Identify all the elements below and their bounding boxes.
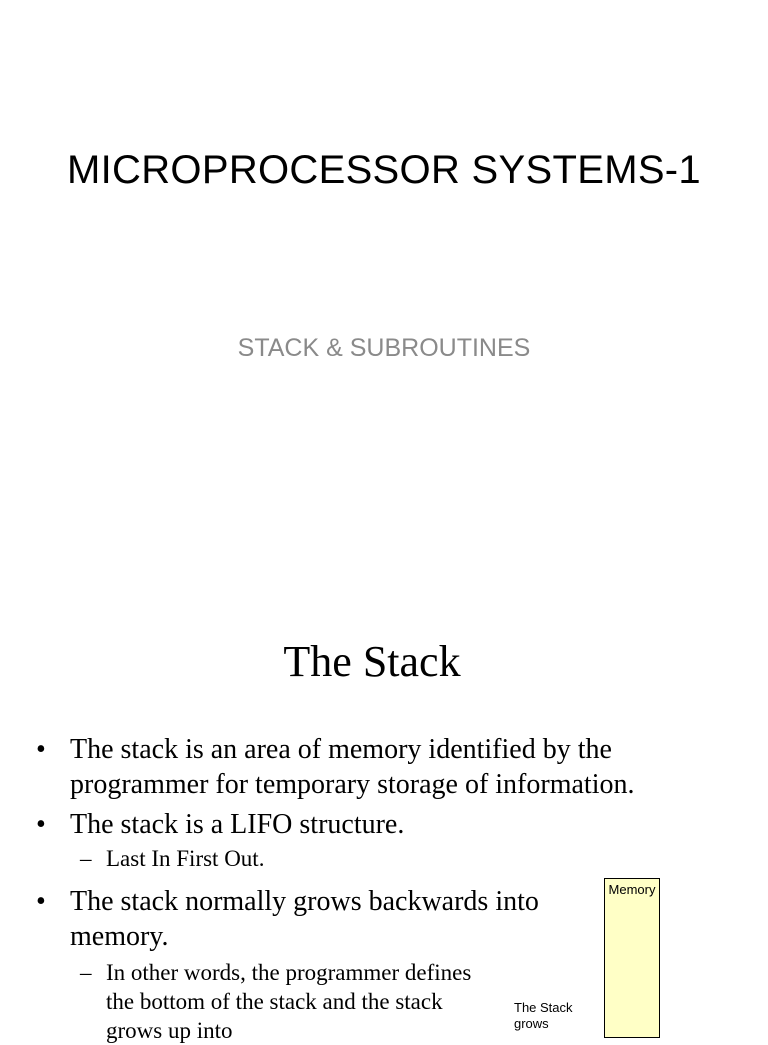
sub-bullet-marker: –: [80, 960, 92, 985]
sub-bullet-text: Last In First Out.: [106, 846, 265, 871]
bullet-text: The stack is a LIFO structure.: [70, 809, 405, 840]
memory-diagram: [604, 878, 660, 1038]
bullet-marker: •: [36, 809, 46, 840]
bullet-item: [36, 732, 736, 802]
bullet-text: The stack is an area of memory identified by the programmer for temporary storage of information.: [70, 734, 635, 800]
stack-grows-label: The Stack grows: [514, 1000, 573, 1031]
sub-bullet-item: [80, 844, 680, 874]
sub-bullet-marker: –: [80, 846, 92, 871]
sub-bullet-text: In other words, the programmer defines the bottom of the stack and the stack grows up into: [106, 960, 472, 1043]
slide-title: MICROPROCESSOR SYSTEMS-1: [67, 148, 701, 192]
bullet-item: [36, 807, 736, 842]
bullet-text: The stack normally grows backwards into memory.: [70, 886, 539, 952]
bullet-marker: •: [36, 734, 46, 765]
bullet-marker: •: [36, 886, 46, 917]
memory-label: Memory: [608, 882, 656, 897]
stack-slide: [0, 560, 768, 1043]
slide-subtitle: STACK & SUBROUTINES: [237, 334, 531, 362]
sub-bullet-item: [80, 958, 500, 1045]
bullet-item: [36, 884, 606, 954]
slide-heading: The Stack: [283, 637, 461, 686]
